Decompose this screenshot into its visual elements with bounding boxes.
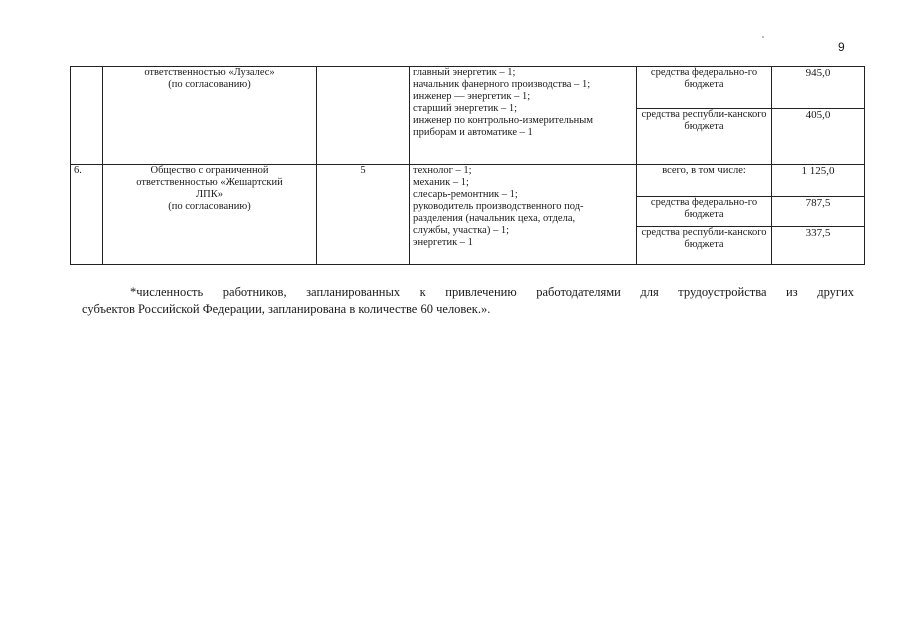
position-line: службы, участка) – 1; — [413, 225, 509, 236]
organization-line: ответственностью «Лузалес» — [144, 67, 275, 78]
position-line: начальник фанерного производства – 1; — [413, 79, 591, 90]
position-line: инженер — энергетик – 1; — [413, 91, 531, 102]
position-line: слесарь-ремонтник – 1; — [413, 189, 518, 200]
position-line: главный энергетик – 1; — [413, 67, 516, 78]
funding-amount: 787,5 — [772, 197, 865, 227]
footnote-line: субъектов Российской Федерации, запланирована в количестве 60 человек.». — [82, 302, 491, 316]
scan-speck — [762, 36, 764, 38]
organization-cell — [103, 165, 317, 265]
organization-cell — [103, 67, 317, 165]
funding-amount: 337,5 — [772, 227, 865, 265]
position-line: разделения (начальник цеха, отдела, — [413, 213, 576, 224]
funding-source: средства федерально-го бюджета — [637, 197, 772, 227]
position-line: энергетик – 1 — [413, 237, 473, 248]
worker-count — [317, 67, 410, 165]
worker-count: 5 — [317, 165, 410, 265]
position-line: инженер по контрольно-измерительным — [413, 115, 593, 126]
footnote-line: *численность работников, запланированных к привлечению работодателями для трудоустройства из других — [130, 285, 854, 299]
position-line: механик – 1; — [413, 177, 469, 188]
organization-line: (по согласованию) — [168, 201, 251, 212]
organization-line: ЛПК» — [196, 189, 223, 200]
funding-amount: 945,0 — [772, 67, 865, 109]
organization-line: Общество с ограниченной — [150, 165, 269, 176]
position-line: технолог – 1; — [413, 165, 472, 176]
page-number: 9 — [838, 40, 845, 54]
footnote — [82, 284, 854, 318]
row-number — [71, 67, 103, 165]
positions-cell — [410, 165, 637, 265]
funding-amount: 405,0 — [772, 109, 865, 165]
table-row — [71, 165, 865, 197]
funding-source: всего, в том числе: — [637, 165, 772, 197]
employment-table — [70, 66, 865, 265]
funding-source: средства республи-канского бюджета — [637, 109, 772, 165]
organization-line: ответственностью «Жешартский — [136, 177, 283, 188]
funding-source: средства республи-канского бюджета — [637, 227, 772, 265]
organization-line: (по согласованию) — [168, 79, 251, 90]
table-row — [71, 67, 865, 109]
position-line: руководитель производственного под- — [413, 201, 584, 212]
funding-amount: 1 125,0 — [772, 165, 865, 197]
positions-cell — [410, 67, 637, 165]
position-line: приборам и автоматике – 1 — [413, 127, 533, 138]
position-line: старший энергетик – 1; — [413, 103, 518, 114]
funding-source: средства федерально-го бюджета — [637, 67, 772, 109]
row-number: 6. — [71, 165, 103, 265]
